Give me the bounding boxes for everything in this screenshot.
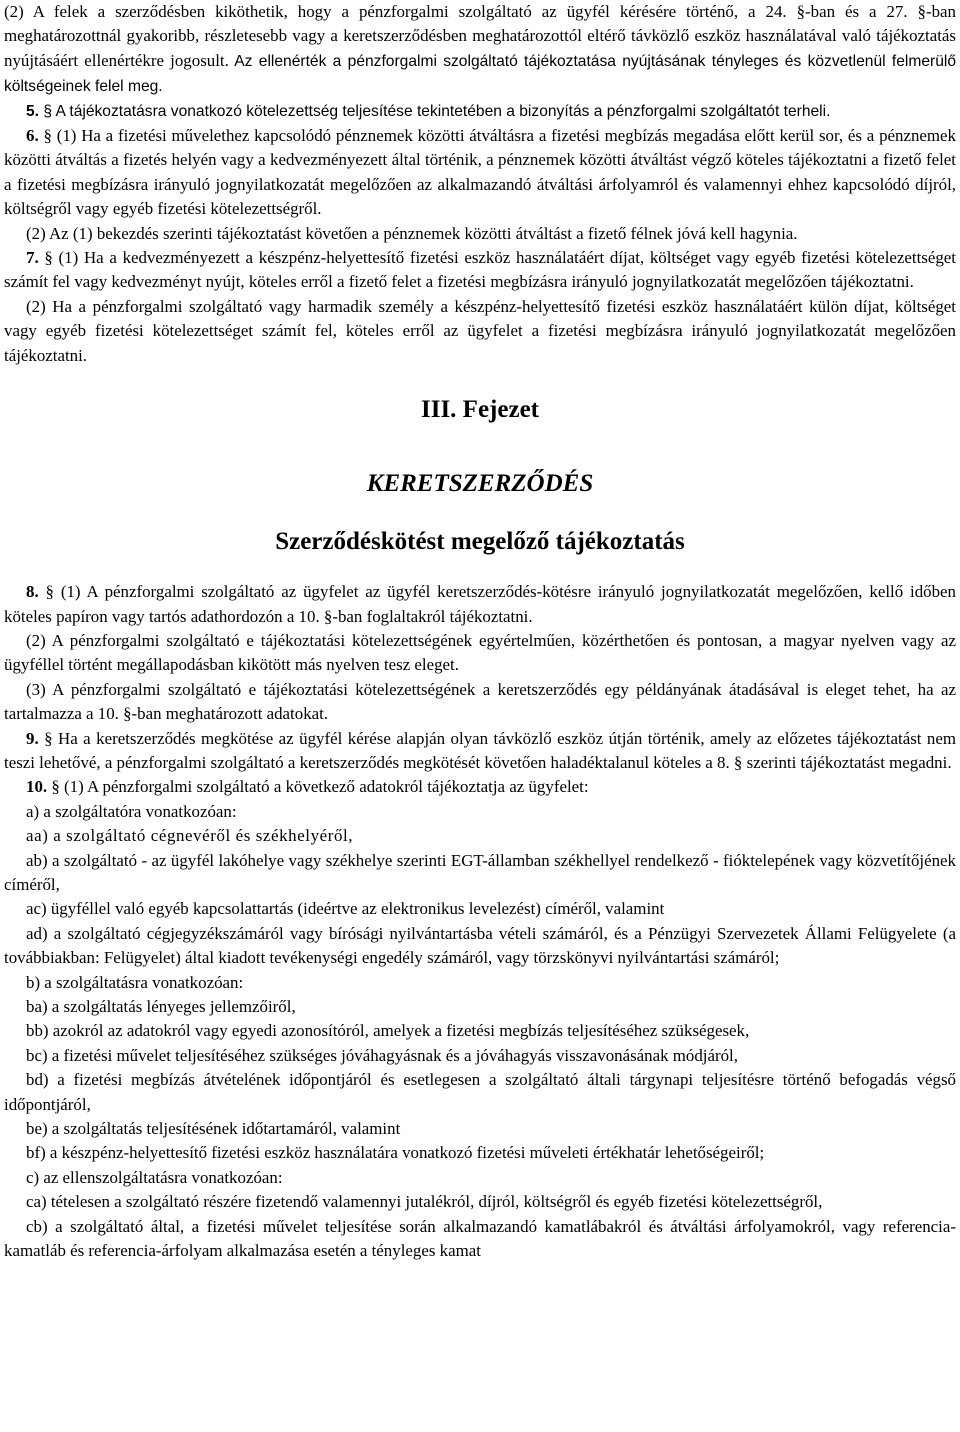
paragraph	[4, 222, 956, 246]
section-number: 8.	[26, 582, 39, 602]
paragraph-text: § A tájékoztatásra vonatkozó kötelezettség teljesítése tekintetében a bizonyítás a pénzforgalmi szolgáltatót terheli.	[39, 102, 831, 120]
paragraph	[4, 1044, 956, 1068]
paragraph-text: bf) a készpénz-helyettesítő fizetési eszköz használatára vonatkozó fizetési műveleti értékhatár lehetőségeiről;	[26, 1143, 765, 1163]
paragraph	[4, 295, 956, 368]
paragraph	[4, 824, 956, 848]
paragraph-text: cb) a szolgáltató által, a fizetési művelet teljesítése során alkalmazandó kamatlábakról és átváltási árfolyamokról, vagy referencia-kamatláb és referencia-árfolyam alkalmazása esetén a tényleges kamat	[4, 1216, 956, 1261]
paragraph	[4, 678, 956, 727]
paragraph	[4, 1019, 956, 1043]
paragraph-text: (2) Ha a pénzforgalmi szolgáltató vagy harmadik személy a készpénz-helyettesítő fizetési eszköz használatáért külön díjat, költséget vagy egyéb fizetési kötelezettséget számít fel, köteles erről az ügyfelet a fizetési megbízásra irányuló jognyilatkozatát megelőzően tájékoztatni.	[4, 296, 956, 365]
paragraph-text: (2) A pénzforgalmi szolgáltató e tájékoztatási kötelezettségének egyértelműen, közérthetően és pontosan, a magyar nyelven vagy az ügyféllel történt megállapodásban kikötött más nyelven tesz eleget.	[4, 630, 956, 675]
paragraph-text: ba) a szolgáltatás lényeges jellemzőiről,	[26, 997, 296, 1016]
paragraph-text: (3) A pénzforgalmi szolgáltató e tájékoztatási kötelezettségének a keretszerződés egy példányának átadásával is eleget tehet, ha az tartalmazza a 10. §-ban meghatározott adatokat.	[4, 679, 956, 724]
paragraph	[4, 1190, 956, 1214]
section-number: 5.	[26, 102, 40, 120]
paragraph-text: ab) a szolgáltató - az ügyfél lakóhelye vagy székhelye szerinti EGT-államban székhellyel rendelkező - fióktelepének vagy közvetítőjének címéről,	[4, 850, 956, 894]
paragraph-text: b) a szolgáltatásra vonatkozóan:	[26, 972, 244, 992]
paragraph	[4, 1141, 956, 1165]
paragraph-text: ac) ügyféllel való egyéb kapcsolattartás (ideértve az elektronikus levelezést) címéről, valamint	[26, 899, 665, 919]
paragraph	[4, 922, 956, 971]
paragraph	[4, 849, 956, 898]
paragraph-text: aa) a szolgáltató cégnevéről és székhelyéről,	[26, 826, 354, 846]
paragraph	[4, 971, 956, 995]
paragraph	[4, 995, 956, 1019]
section-number: 6.	[26, 126, 39, 146]
paragraph	[4, 897, 956, 921]
paragraph	[4, 124, 956, 222]
paragraph-tail: Az ellenérték a pénzforgalmi szolgáltató tájékoztatása nyújtásának tényleges és közvetlenül felmerülő költségeinek felel meg.	[4, 52, 957, 96]
paragraph	[4, 1166, 956, 1190]
paragraph	[4, 1215, 956, 1264]
chapter-title: KERETSZERZŐDÉS	[366, 470, 594, 498]
paragraph-text: ad) a szolgáltató cégjegyzékszámáról vagy bírósági nyilvántartásba vételi számáról, és a Pénzügyi Szervezetek Állami Felügyelete (a továbbiakban: Felügyelet) által kiadott tevékenységi engedély számáról, vagy törzskönyvi nyilvántartási számáról;	[4, 923, 956, 968]
paragraph-text: § (1) Ha a fizetési művelethez kapcsolódó pénznemek közötti átváltásra a fizetési megbízás megadása előtt kerül sor, és a pénznemek közötti átváltás a fizetés helyén vagy a kedvezményezett által történik, a pénznemek közötti átváltást végző köteles tájékoztatni a fizető felet a fizetési megbízásra irányuló jognyilatkozatát megelőzően az alkalmazandó átváltási árfolyamról és valamennyi ehhez kapcsolódó díjról, költségről vagy egyéb fizetési kötelezettségről.	[4, 126, 956, 219]
paragraph-text: § (1) A pénzforgalmi szolgáltató a következő adatokról tájékoztatja az ügyfelet:	[47, 777, 589, 797]
paragraph	[4, 629, 956, 678]
paragraph-text: a) a szolgáltatóra vonatkozóan:	[26, 801, 237, 821]
paragraph-text: bc) a fizetési művelet teljesítéséhez szükséges jóváhagyásnak és a jóváhagyás visszavonásának módjáról,	[26, 1045, 738, 1065]
paragraph	[4, 100, 956, 124]
paragraph-text: § Ha a keretszerződés megkötése az ügyfél kérése alapján olyan távközlő eszköz útján történik, amely az előzetes tájékoztatást nem teszi lehetővé, a pénzforgalmi szolgáltató a keretszerződés megkötését követően haladéktalanul köteles a 8. § szerinti tájékoztatást megadni.	[4, 728, 956, 772]
paragraph	[4, 775, 956, 799]
paragraph-text: be) a szolgáltatás teljesítésének időtartamáról, valamint	[26, 1119, 401, 1139]
paragraph-text: bb) azokról az adatokról vagy egyedi azonosítóról, amelyek a fizetési megbízás teljesítéséhez szükségesek,	[26, 1021, 750, 1041]
paragraph-text: c) az ellenszolgáltatásra vonatkozóan:	[26, 1167, 283, 1187]
paragraph	[4, 580, 956, 629]
paragraph	[4, 1068, 956, 1117]
paragraph	[4, 0, 956, 100]
paragraph-text: § (1) A pénzforgalmi szolgáltató az ügyfelet az ügyfél keretszerződés-kötésre irányuló jognyilatkozatát megelőzően, kellő időben köteles papíron vagy tartós adathordozón a 10. §-ban foglaltakról tájékoztatni.	[4, 582, 956, 626]
paragraph-text: bd) a fizetési megbízás átvételének időpontjáról és esetlegesen a szolgáltató általi tárgynapi teljesítésre történő befogadás végső időpontjáról,	[4, 1070, 956, 1114]
paragraph	[4, 800, 956, 824]
paragraph-text: (2) A felek a szerződésben kiköthetik, hogy a pénzforgalmi szolgáltató az ügyfél kérésére történő, a 24. §-ban és a 27. §-ban meghatározottnál gyakoribb, részletesebb vagy a keretszerződésben meghatározottól eltérő távközlő eszköz használatával való tájékoztatás nyújtásáért ellenértékre jogosult.	[4, 2, 956, 70]
chapter-heading: III. Fejezet	[421, 396, 539, 424]
section-number: 7.	[26, 248, 39, 268]
section-number: 9.	[26, 728, 39, 748]
paragraph-text: ca) tételesen a szolgáltató részére fizetendő valamennyi jutalékról, díjról, költségről és egyéb fizetési kötelezettségről,	[26, 1192, 823, 1212]
paragraph	[4, 727, 956, 776]
section-subtitle: Szerződéskötést megelőző tájékoztatás	[275, 528, 685, 556]
paragraph	[4, 246, 956, 295]
paragraph-text: § (1) Ha a kedvezményezett a készpénz-helyettesítő fizetési eszköz használatáért díjat, költséget vagy egyéb fizetési kötelezettséget számít fel vagy kedvezményt nyújt, köteles erről a fizető felet a fizetési megbízásra irányuló jognyilatkozatát megelőzően tájékoztatni.	[4, 248, 956, 292]
paragraph	[4, 1117, 956, 1141]
document-body	[4, 580, 956, 1263]
paragraph-text: (2) Az (1) bekezdés szerinti tájékoztatást követően a pénznemek közötti átváltást a fizető félnek jóvá kell hagynia.	[26, 223, 798, 243]
section-number: 10.	[26, 777, 48, 797]
